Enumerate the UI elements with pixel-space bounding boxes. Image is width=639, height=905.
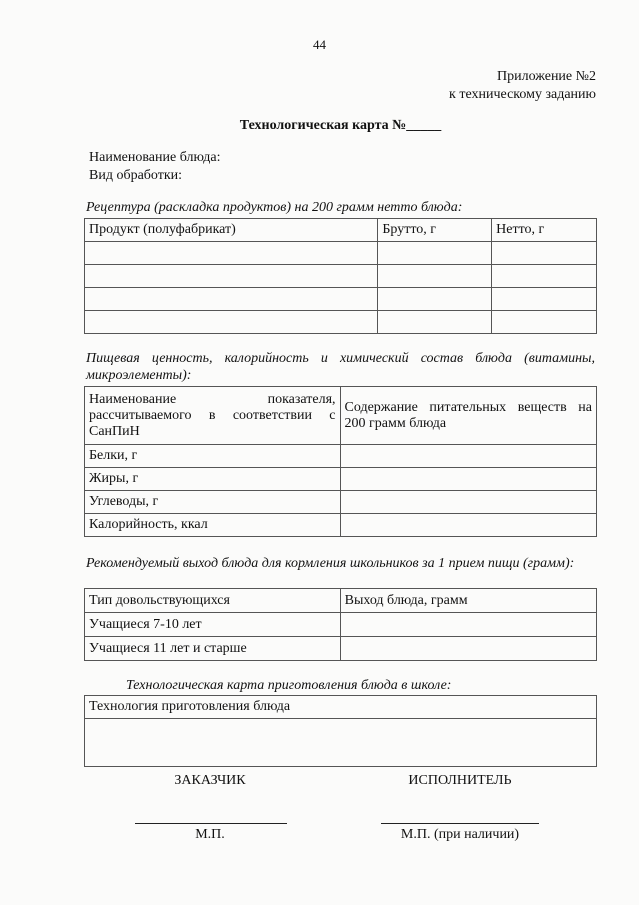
header-technology: Технология приготовления блюда: [85, 696, 597, 719]
table-cell[interactable]: [340, 514, 596, 537]
table-cell[interactable]: [492, 311, 597, 334]
table-cell[interactable]: [340, 613, 596, 637]
header-nutrient-content: Содержание питательных веществ на 200 грамм блюда: [340, 387, 596, 445]
table-row: [85, 719, 597, 767]
table-cell[interactable]: [492, 242, 597, 265]
recipe-caption: Рецептура (раскладка продуктов) на 200 грамм нетто блюда:: [86, 200, 463, 215]
header-indicator-line: Наименование показателя,: [89, 391, 336, 407]
appendix-line-2: к техническому заданию: [449, 87, 596, 102]
header-indicator-line: рассчитываемого в соответствии с: [89, 407, 336, 423]
header-indicator: [85, 387, 341, 445]
dish-name-label: Наименование блюда:: [89, 150, 221, 165]
customer-label: ЗАКАЗЧИК: [174, 773, 246, 788]
table-cell[interactable]: [85, 242, 378, 265]
contractor-stamp-label: М.П. (при наличии): [400, 827, 520, 842]
table-row: [85, 445, 597, 468]
table-header-row: [85, 387, 597, 445]
table-row: [85, 265, 597, 288]
row-label: Учащиеся 7-10 лет: [85, 613, 341, 637]
table-cell[interactable]: [340, 468, 596, 491]
technology-table: [84, 695, 597, 767]
table-row: [85, 491, 597, 514]
processing-type-label: Вид обработки:: [89, 168, 183, 183]
row-label: Углеводы, г: [85, 491, 341, 514]
table-cell[interactable]: [85, 311, 378, 334]
table-cell[interactable]: [340, 491, 596, 514]
appendix-line-1: Приложение №2: [497, 69, 596, 84]
row-label: Белки, г: [85, 445, 341, 468]
table-row: [85, 514, 597, 537]
appendix-note: [449, 68, 596, 104]
table-cell[interactable]: [378, 311, 492, 334]
row-label: Жиры, г: [85, 468, 341, 491]
table-row: [85, 311, 597, 334]
table-cell[interactable]: [85, 719, 597, 767]
table-cell[interactable]: [492, 265, 597, 288]
output-table: [84, 588, 597, 661]
table-cell[interactable]: [378, 242, 492, 265]
table-cell[interactable]: [85, 288, 378, 311]
contractor-label: ИСПОЛНИТЕЛЬ: [408, 773, 512, 788]
table-cell[interactable]: [85, 265, 378, 288]
table-cell[interactable]: [378, 265, 492, 288]
table-cell[interactable]: [492, 288, 597, 311]
contractor-signature-line[interactable]: [381, 823, 539, 824]
row-label: Учащиеся 11 лет и старше: [85, 637, 341, 661]
table-cell[interactable]: [340, 445, 596, 468]
row-label: Калорийность, ккал: [85, 514, 341, 537]
recipe-table: [84, 218, 597, 334]
header-consumer-type: Тип довольствующихся: [85, 589, 341, 613]
technology-caption: Технологическая карта приготовления блюда в школе:: [126, 678, 452, 693]
table-header-row: [85, 696, 597, 719]
table-header-row: [85, 219, 597, 242]
customer-stamp-label: М.П.: [195, 827, 225, 842]
page-number: 44: [313, 37, 326, 52]
header-dish-output: Выход блюда, грамм: [340, 589, 596, 613]
table-row: [85, 242, 597, 265]
nutrition-caption: Пищевая ценность, калорийность и химический состав блюда (витамины, микроэлементы):: [86, 351, 595, 383]
header-indicator-line: СанПиН: [89, 423, 140, 439]
table-row: [85, 288, 597, 311]
table-row: [85, 637, 597, 661]
header-gross: Брутто, г: [378, 219, 492, 242]
table-row: [85, 468, 597, 491]
table-header-row: [85, 589, 597, 613]
header-product: Продукт (полуфабрикат): [85, 219, 378, 242]
nutrition-table: [84, 386, 597, 537]
table-cell[interactable]: [378, 288, 492, 311]
customer-signature-line[interactable]: [135, 823, 287, 824]
output-caption: Рекомендуемый выход блюда для кормления школьников за 1 прием пищи (грамм):: [86, 556, 575, 571]
table-cell[interactable]: [340, 637, 596, 661]
table-row: [85, 613, 597, 637]
header-net: Нетто, г: [492, 219, 597, 242]
document-title: Технологическая карта №_____: [239, 118, 442, 133]
